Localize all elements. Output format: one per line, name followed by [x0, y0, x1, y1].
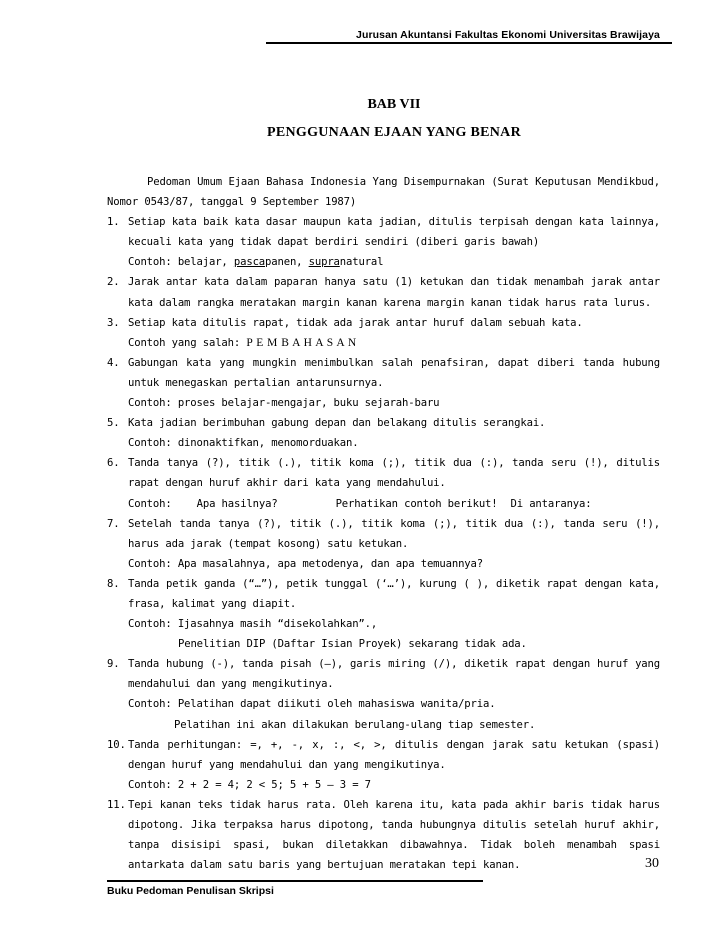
item-example: Contoh: Apa masalahnya, apa metodenya, dan apa temuannya? [128, 557, 483, 570]
list-item [107, 514, 660, 574]
item-example: Contoh: 2 + 2 = 4; 2 < 5; 5 + 5 – 3 = 7 [128, 778, 371, 791]
item-example: Contoh: proses belajar-mengajar, buku sejarah-baru [128, 397, 440, 410]
list-item [107, 654, 660, 734]
item-text: Gabungan kata yang mungkin menimbulkan salah penafsiran, dapat diberi tanda hubung untuk menegaskan pertalian antarunsurnya. [128, 356, 660, 389]
item-text: Tanda perhitungan: =, +, -, x, :, <, >, ditulis dengan jarak satu ketukan (spasi) dengan huruf yang mendahului dan yang mengikutinya. [128, 738, 660, 771]
item-number: 6. [107, 457, 120, 470]
list-item [107, 735, 660, 795]
item-text: Setelah tanda tanya (?), titik (.), titik koma (;), titik dua (:), tanda seru (!), harus ada jarak (tempat kosong) satu ketukan. [128, 517, 660, 550]
item-number: 10. [107, 738, 126, 751]
chapter-label: BAB VII [367, 97, 421, 112]
item-text: Tanda petik ganda (“…”), petik tunggal (‘…’), kurung ( ), diketik rapat dengan kata, frasa, kalimat yang diapit. [128, 577, 660, 610]
list-item [107, 795, 660, 875]
item-number: 5. [107, 417, 120, 430]
underlined-prefix: supra [308, 256, 340, 269]
item-text: Setiap kata ditulis rapat, tidak ada jarak antar huruf dalam sebuah kata. [128, 316, 583, 329]
item-example: Contoh yang salah: P E M B A H A S A N [128, 336, 357, 349]
item-text: Jarak antar kata dalam paparan hanya satu (1) ketukan dan tidak menambah jarak antar kata dalam rangka meratakan margin kanan karena margin kanan tidak harus rata lurus. [128, 276, 660, 309]
intro-paragraph: Pedoman Umum Ejaan Bahasa Indonesia Yang Disempurnakan (Surat Keputusan Mendikbud, Nomor 0543/87, tanggal 9 September 1987) [107, 176, 660, 209]
item-example: Contoh: Pelatihan dapat diikuti oleh mahasiswa wanita/pria. [128, 698, 496, 711]
item-number: 2. [107, 276, 120, 289]
item-text: Setiap kata baik kata dasar maupun kata jadian, ditulis terpisah dengan kata lainnya, kecuali kata yang tidak dapat berdiri sendiri (diberi garis bawah) [128, 216, 660, 249]
item-text: Tepi kanan teks tidak harus rata. Oleh karena itu, kata pada akhir baris tidak harus dipotong. Jika terpaksa harus dipotong, tanda hubungnya ditulis setelah huruf akhir, tanpa disisipi spasi, bukan diletakkan dibawahnya. Tidak boleh menambah spasi antarkata dalam satu baris yang bertujuan meratakan tepi kanan. [128, 798, 660, 872]
header-rule [266, 42, 672, 44]
item-number: 1. [107, 216, 120, 229]
page-number: 30 [645, 856, 659, 871]
item-number: 9. [107, 658, 120, 671]
list-item [107, 353, 660, 413]
item-number: 11. [107, 798, 126, 811]
running-footer: Buku Pedoman Penulisan Skripsi [107, 885, 274, 897]
list-item [107, 574, 660, 654]
item-number: 4. [107, 356, 120, 369]
item-text: Tanda tanya (?), titik (.), titik koma (;), titik dua (:), tanda seru (!), ditulis rapat dengan huruf akhir dari kata yang mendahului. [128, 457, 660, 490]
spaced-word: P E M B A H A S A N [246, 336, 357, 349]
item-example: Contoh: Apa hasilnya? Perhatikan contoh berikut! Di antaranya: [128, 497, 592, 510]
list-item [107, 272, 660, 312]
item-text: Kata jadian berimbuhan gabung depan dan belakang ditulis serangkai. [128, 417, 546, 430]
running-header: Jurusan Akuntansi Fakultas Ekonomi Universitas Brawijaya [356, 29, 660, 41]
list-item [107, 212, 660, 272]
item-example: Contoh: belajar, pascapanen, supranatural [128, 256, 384, 269]
document-body [107, 172, 660, 875]
underlined-prefix: pasca [233, 256, 266, 269]
item-example: Contoh: dinonaktifkan, menomorduakan. [128, 437, 359, 450]
item-example: Pelatihan ini akan dilakukan berulang-ulang tiap semester. [174, 718, 536, 731]
item-number: 7. [107, 517, 120, 530]
item-example: Penelitian DIP (Daftar Isian Proyek) sekarang tidak ada. [178, 638, 527, 651]
item-example: Contoh: Ijasahnya masih “disekolahkan”., [128, 618, 378, 631]
list-item [107, 413, 660, 453]
item-number: 3. [107, 316, 120, 329]
chapter-title: PENGGUNAAN EJAAN YANG BENAR [266, 125, 522, 140]
list-item [107, 313, 660, 353]
footer-rule [107, 880, 483, 882]
item-number: 8. [107, 577, 120, 590]
item-text: Tanda hubung (-), tanda pisah (–), garis miring (/), diketik rapat dengan huruf yang mendahului dan yang mengikutinya. [128, 658, 660, 691]
list-item [107, 453, 660, 513]
